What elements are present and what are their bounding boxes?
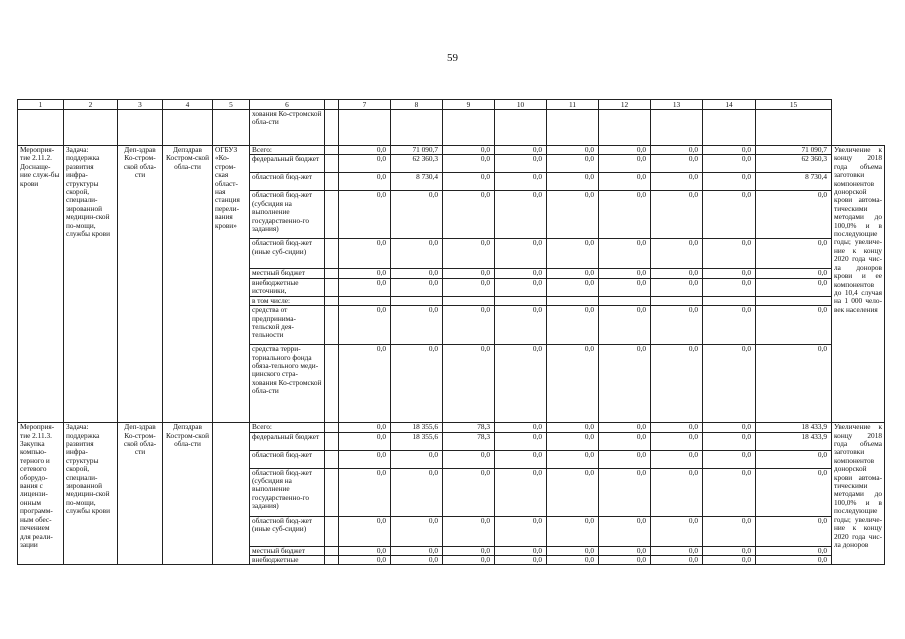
spacer-cell (325, 155, 339, 173)
value-cell: 0,0 (547, 468, 599, 516)
value-cell: 0,0 (547, 516, 599, 546)
value-cell: 0,0 (339, 450, 391, 468)
funding-source-label: федеральный бюджет (250, 432, 325, 450)
measure-name: Мероприя-тие 2.11.3. Закупка компью-терного и сетевого оборудо-вания с лицензи-онным программ-ным обес-печением для реали-зации (18, 423, 64, 565)
value-cell: 0,0 (443, 191, 495, 239)
spacer-cell (325, 432, 339, 450)
value-cell: 0,0 (599, 155, 651, 173)
funding-source-label: внебюджетные (250, 556, 325, 565)
funding-source-label: областной бюд-жет (250, 173, 325, 191)
value-cell: 0,0 (391, 468, 443, 516)
funding-source-label: Всего: (250, 146, 325, 155)
column-number: 11 (547, 100, 599, 110)
value-cell: 0,0 (651, 269, 703, 278)
spacer-cell (325, 516, 339, 546)
spacer-cell (325, 239, 339, 269)
value-cell: 0,0 (339, 306, 391, 345)
value-cell: 0,0 (756, 239, 832, 269)
value-cell: 0,0 (495, 556, 547, 565)
value-cell: 0,0 (339, 269, 391, 278)
value-cell: 0,0 (703, 556, 756, 565)
value-cell: 0,0 (756, 345, 832, 423)
value-cell: 0,0 (339, 423, 391, 432)
value-cell: 0,0 (443, 155, 495, 173)
funding-source-label: областной бюд-жет (250, 450, 325, 468)
value-cell: 0,0 (443, 516, 495, 546)
value-cell: 0,0 (495, 278, 547, 296)
value-cell: 0,0 (547, 306, 599, 345)
value-cell: 0,0 (756, 516, 832, 546)
value-cell: 0,0 (547, 556, 599, 565)
value-cell: 0,0 (339, 239, 391, 269)
measure-executor (213, 423, 250, 565)
measure-customer: Депздрав Костром-ской обла-сти (163, 146, 213, 423)
value-cell (547, 296, 599, 305)
value-cell: 0,0 (599, 239, 651, 269)
value-cell: 0,0 (547, 450, 599, 468)
expected-result: Увеличение к концу 2018 года объема заготовки компонентов донорской крови автома-тическими методами до 100,0% и в последующие годы; увеличе-ние к концу 2020 года чис-ла доноров (832, 423, 885, 565)
value-cell: 0,0 (391, 306, 443, 345)
column-number: 9 (443, 100, 495, 110)
value-cell: 0,0 (651, 556, 703, 565)
measure-coexecutor: Деп-здрав Ко-стром-ской обла-сти (118, 423, 163, 565)
value-cell: 0,0 (651, 468, 703, 516)
value-cell: 0,0 (443, 269, 495, 278)
value-cell: 0,0 (651, 173, 703, 191)
spacer-cell (325, 296, 339, 305)
column-number: 5 (213, 100, 250, 110)
value-cell: 0,0 (651, 306, 703, 345)
funding-source-label: средства от предпринима-тельской дея-тельности (250, 306, 325, 345)
value-cell: 0,0 (599, 306, 651, 345)
value-cell: 0,0 (391, 191, 443, 239)
value-cell: 0,0 (495, 191, 547, 239)
column-number: 7 (339, 100, 391, 110)
value-cell: 0,0 (651, 450, 703, 468)
value-cell: 0,0 (391, 278, 443, 296)
value-cell: 0,0 (339, 556, 391, 565)
value-cell: 0,0 (339, 146, 391, 155)
funding-source-label: внебюджетные источники, (250, 278, 325, 296)
value-cell: 0,0 (391, 269, 443, 278)
value-cell: 0,0 (547, 345, 599, 423)
column-number: 3 (118, 100, 163, 110)
value-cell: 0,0 (547, 191, 599, 239)
funding-source-label: областной бюд-жет (субсидия на выполнение государственно-го задания) (250, 191, 325, 239)
value-cell: 0,0 (703, 155, 756, 173)
value-cell: 0,0 (391, 556, 443, 565)
value-cell: 0,0 (599, 546, 651, 555)
funding-source-label: областной бюд-жет (иные суб-сидии) (250, 239, 325, 269)
value-cell: 18 355,6 (391, 423, 443, 432)
table-row (18, 146, 885, 155)
value-cell: 0,0 (651, 155, 703, 173)
table-body (18, 100, 885, 565)
value-cell: 0,0 (599, 191, 651, 239)
value-cell: 0,0 (443, 146, 495, 155)
value-cell: 0,0 (756, 556, 832, 565)
column-number: 6 (250, 100, 325, 110)
value-cell: 0,0 (756, 269, 832, 278)
value-cell: 0,0 (703, 468, 756, 516)
value-cell: 0,0 (547, 155, 599, 173)
value-cell: 0,0 (703, 516, 756, 546)
funding-source-label: средства терри-ториального фонда обяза-тельного меди-цинского стра-хования Ко-стромской обла-сти (250, 345, 325, 423)
table-row (18, 423, 885, 432)
value-cell: 0,0 (599, 173, 651, 191)
value-cell: 0,0 (651, 516, 703, 546)
page-number: 59 (447, 52, 458, 64)
value-cell: 0,0 (443, 556, 495, 565)
value-cell: 0,0 (443, 278, 495, 296)
value-cell: 0,0 (547, 546, 599, 555)
value-cell: 0,0 (651, 546, 703, 555)
budget-table (17, 99, 885, 565)
value-cell (495, 296, 547, 305)
value-cell: 0,0 (339, 546, 391, 555)
column-number: 2 (64, 100, 118, 110)
value-cell: 0,0 (756, 468, 832, 516)
value-cell: 0,0 (547, 278, 599, 296)
column-number: 14 (703, 100, 756, 110)
value-cell: 0,0 (703, 278, 756, 296)
column-number: 10 (495, 100, 547, 110)
value-cell: 0,0 (599, 516, 651, 546)
value-cell: 0,0 (339, 345, 391, 423)
value-cell: 0,0 (547, 269, 599, 278)
value-cell: 0,0 (703, 173, 756, 191)
value-cell: 0,0 (547, 423, 599, 432)
measure-task: Задача: поддержка развития инфра-структуры скорой, специали-зированной медицин-ской по-мощи, службы крови (64, 423, 118, 565)
spacer-cell (325, 269, 339, 278)
value-cell: 0,0 (756, 191, 832, 239)
value-cell: 0,0 (703, 306, 756, 345)
value-cell: 71 090,7 (391, 146, 443, 155)
value-cell: 0,0 (756, 450, 832, 468)
value-cell: 0,0 (443, 546, 495, 555)
value-cell: 0,0 (756, 546, 832, 555)
value-cell: 0,0 (391, 450, 443, 468)
value-cell (339, 296, 391, 305)
value-cell (391, 296, 443, 305)
value-cell: 0,0 (339, 191, 391, 239)
value-cell: 0,0 (443, 306, 495, 345)
funding-source-label: местный бюджет (250, 269, 325, 278)
measure-name: Мероприя-тие 2.11.2. Доснаще-ние служ-бы крови (18, 146, 64, 423)
value-cell: 0,0 (495, 239, 547, 269)
value-cell: 0,0 (443, 345, 495, 423)
value-cell: 0,0 (495, 146, 547, 155)
value-cell: 0,0 (756, 278, 832, 296)
value-cell: 0,0 (443, 239, 495, 269)
value-cell: 0,0 (703, 546, 756, 555)
spacer-cell (325, 556, 339, 565)
value-cell: 0,0 (599, 450, 651, 468)
funding-source-label: Всего: (250, 423, 325, 432)
funding-source-label: областной бюд-жет (иные суб-сидии) (250, 516, 325, 546)
value-cell: 0,0 (599, 278, 651, 296)
value-cell: 0,0 (651, 239, 703, 269)
value-cell: 78,3 (443, 423, 495, 432)
value-cell: 0,0 (651, 278, 703, 296)
column-number: 1 (18, 100, 64, 110)
value-cell: 0,0 (599, 556, 651, 565)
value-cell: 0,0 (495, 450, 547, 468)
value-cell: 0,0 (547, 239, 599, 269)
spacer-cell (325, 546, 339, 555)
value-cell: 0,0 (651, 146, 703, 155)
value-cell: 0,0 (443, 468, 495, 516)
spacer-cell (325, 423, 339, 432)
value-cell: 0,0 (495, 546, 547, 555)
value-cell: 0,0 (703, 239, 756, 269)
value-cell: 0,0 (547, 432, 599, 450)
spacer-cell (325, 345, 339, 423)
value-cell: 0,0 (703, 345, 756, 423)
continuation-label: хования Ко-стромской обла-сти (250, 110, 325, 146)
value-cell: 0,0 (339, 468, 391, 516)
measure-customer: Депздрав Костром-ской обла-сти (163, 423, 213, 565)
value-cell: 0,0 (391, 516, 443, 546)
spacer-cell (325, 278, 339, 296)
value-cell: 62 360,3 (756, 155, 832, 173)
column-number-row (18, 100, 885, 110)
funding-source-label: федеральный бюджет (250, 155, 325, 173)
value-cell: 0,0 (599, 468, 651, 516)
spacer-cell (325, 191, 339, 239)
value-cell: 0,0 (703, 450, 756, 468)
funding-source-label: областной бюд-жет (субсидия на выполнение государственно-го задания) (250, 468, 325, 516)
value-cell (756, 296, 832, 305)
measure-task: Задача: поддержка развития инфра-структуры скорой, специали-зированной медицин-ской по-мощи, службы крови (64, 146, 118, 423)
value-cell: 62 360,3 (391, 155, 443, 173)
value-cell: 0,0 (703, 191, 756, 239)
value-cell: 0,0 (339, 432, 391, 450)
measure-coexecutor: Деп-здрав Ко-стром-ской обла-сти (118, 146, 163, 423)
column-number: 13 (651, 100, 703, 110)
value-cell: 8 730,4 (756, 173, 832, 191)
value-cell (599, 296, 651, 305)
value-cell: 0,0 (651, 345, 703, 423)
value-cell: 18 355,6 (391, 432, 443, 450)
spacer-cell (325, 173, 339, 191)
value-cell: 0,0 (547, 173, 599, 191)
value-cell: 0,0 (495, 306, 547, 345)
value-cell: 0,0 (495, 432, 547, 450)
column-number: 12 (599, 100, 651, 110)
spacer-cell (325, 450, 339, 468)
value-cell: 0,0 (339, 278, 391, 296)
value-cell: 0,0 (495, 345, 547, 423)
value-cell: 0,0 (703, 423, 756, 432)
value-cell: 0,0 (547, 146, 599, 155)
value-cell: 0,0 (599, 345, 651, 423)
expected-result: Увеличение к концу 2018 года объема заготовки компонентов донорской крови автома-тическими методами до 100,0% и в последующие годы; увеличе-ние к концу 2020 года чис-ла доноров крови и ее компонентов до 10,4 случая на 1 000 чело-век населения (832, 146, 885, 423)
funding-source-label: в том числе: (250, 296, 325, 305)
value-cell: 78,3 (443, 432, 495, 450)
value-cell (651, 296, 703, 305)
value-cell: 0,0 (495, 155, 547, 173)
value-cell: 0,0 (339, 173, 391, 191)
spacer-cell (325, 306, 339, 345)
column-number: 15 (756, 100, 832, 110)
value-cell: 0,0 (651, 191, 703, 239)
value-cell: 0,0 (599, 269, 651, 278)
value-cell: 0,0 (391, 239, 443, 269)
value-cell: 71 090,7 (756, 146, 832, 155)
value-cell: 0,0 (495, 516, 547, 546)
value-cell: 0,0 (756, 306, 832, 345)
value-cell: 0,0 (651, 423, 703, 432)
spacer-cell (325, 146, 339, 155)
value-cell: 0,0 (495, 173, 547, 191)
value-cell: 0,0 (339, 155, 391, 173)
value-cell: 0,0 (703, 269, 756, 278)
value-cell (703, 296, 756, 305)
value-cell: 0,0 (703, 432, 756, 450)
funding-source-label: местный бюджет (250, 546, 325, 555)
value-cell: 0,0 (339, 516, 391, 546)
value-cell: 0,0 (703, 146, 756, 155)
value-cell: 18 433,9 (756, 432, 832, 450)
value-cell: 0,0 (651, 432, 703, 450)
measure-executor: ОГБУЗ «Ко-стром-ская област-ная станция перели-вания крови» (213, 146, 250, 423)
value-cell: 0,0 (443, 450, 495, 468)
value-cell: 0,0 (391, 345, 443, 423)
value-cell (443, 296, 495, 305)
column-spacer (325, 100, 339, 110)
value-cell: 0,0 (495, 269, 547, 278)
spacer-cell (325, 468, 339, 516)
value-cell: 8 730,4 (391, 173, 443, 191)
value-cell: 18 433,9 (756, 423, 832, 432)
column-number: 4 (163, 100, 213, 110)
column-number: 8 (391, 100, 443, 110)
continuation-row (18, 110, 885, 146)
value-cell: 0,0 (443, 173, 495, 191)
value-cell: 0,0 (599, 423, 651, 432)
value-cell: 0,0 (495, 423, 547, 432)
value-cell: 0,0 (599, 432, 651, 450)
value-cell: 0,0 (391, 546, 443, 555)
value-cell: 0,0 (599, 146, 651, 155)
value-cell: 0,0 (495, 468, 547, 516)
